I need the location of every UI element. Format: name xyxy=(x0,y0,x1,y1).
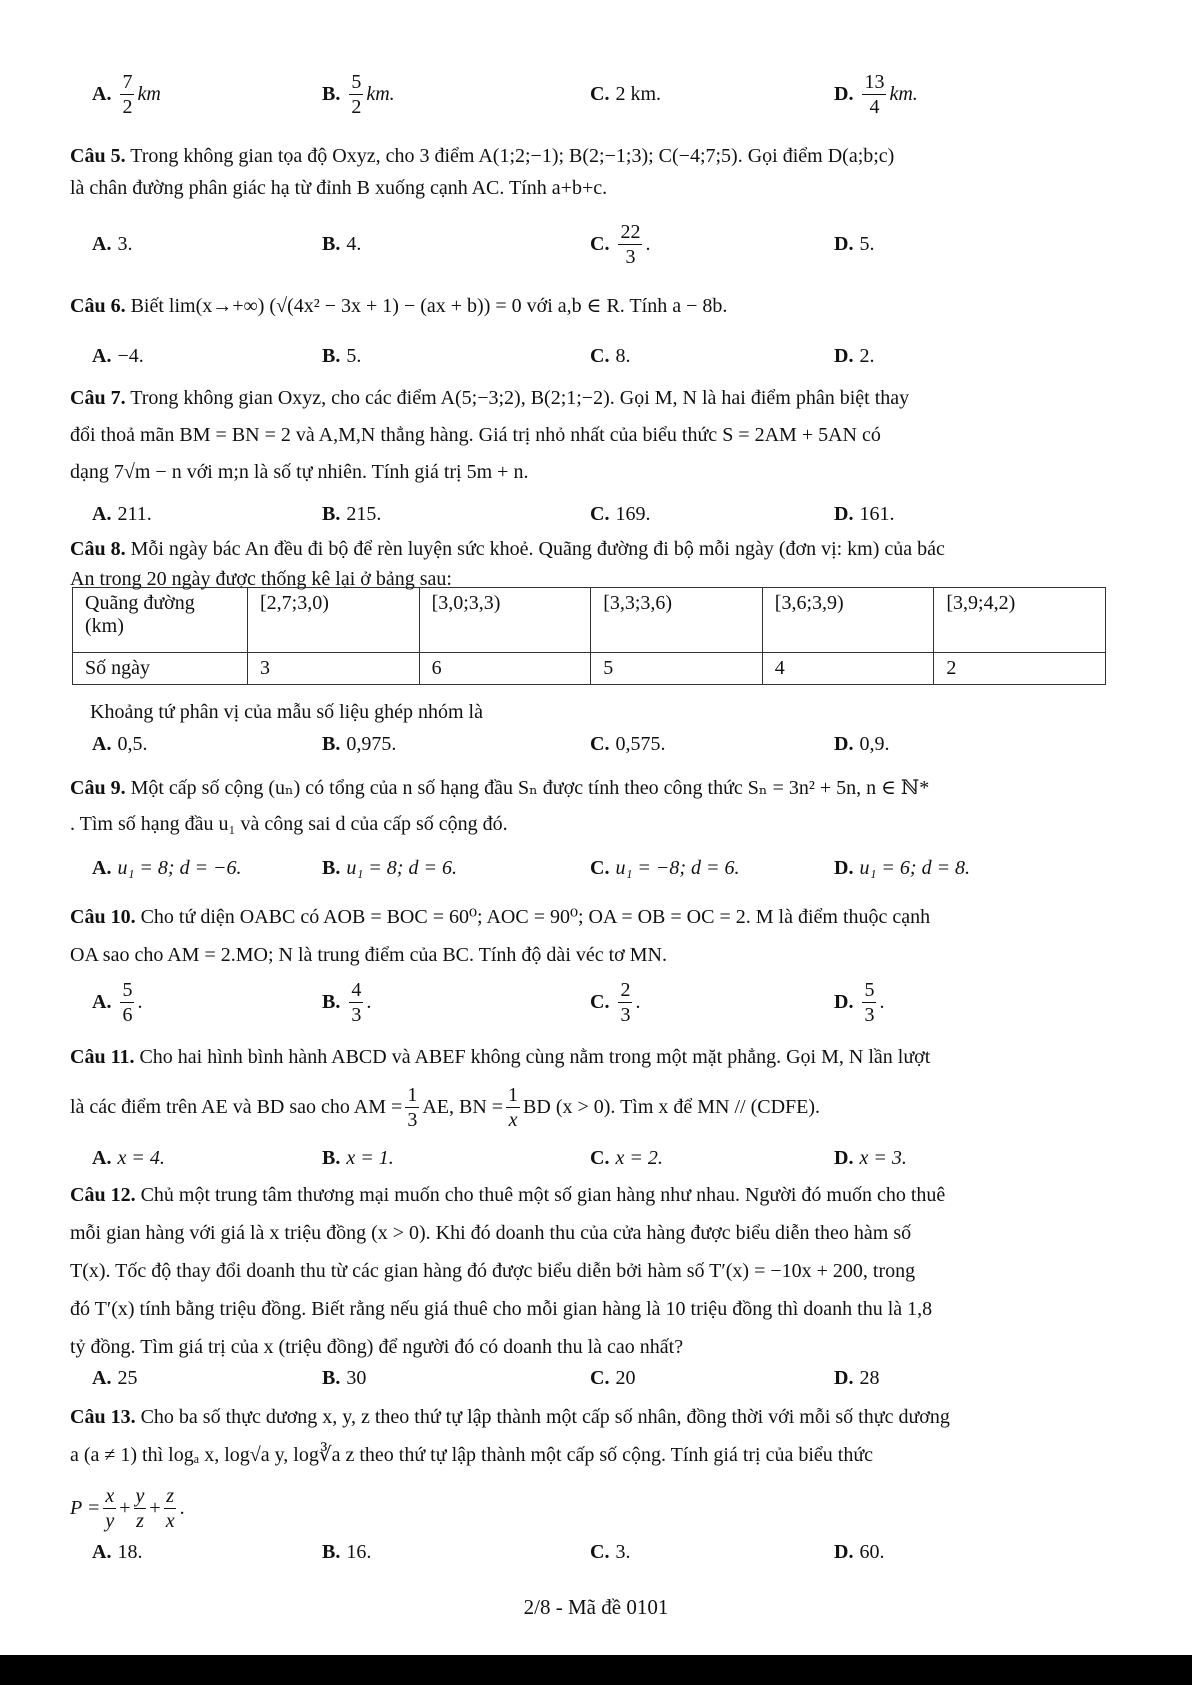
q8-options xyxy=(92,722,1132,766)
question-7: Câu 7. Trong không gian Oxyz, cho các điểm A(5;−3;2), B(2;1;−2). Gọi M, N là hai điểm phân biệt thay đổi thoả mãn BM = BN = 2 và A,M,N thẳng hàng. Giá trị nhỏ nhất của biểu thức S = 2AM + 5AN có dạng 7√m − n với m;n là số tự nhiên. Tính giá trị 5m + n. xyxy=(70,387,910,483)
q6-option-c[interactable]: C. 8. xyxy=(590,344,631,367)
question-8: Câu 8. Mỗi ngày bác An đều đi bộ để rèn luyện sức khoẻ. Quãng đường đi bộ mỗi ngày (đơn vị: km) của bác An trong 20 ngày được thống kê lại ở bảng sau: xyxy=(70,538,945,590)
q12-options xyxy=(92,1356,1132,1400)
q12-option-c[interactable]: C. 20 xyxy=(590,1366,636,1389)
q5-option-c[interactable]: C. $\frac{22}{3}$ . xyxy=(590,220,651,268)
q10-option-a[interactable]: A. $\frac{5}{6}$ . xyxy=(92,978,143,1026)
q13-options xyxy=(92,1530,1132,1574)
q6-option-a[interactable]: A. −4. xyxy=(92,344,144,367)
q6-option-d[interactable]: D. 2. xyxy=(834,344,875,367)
q13-option-a[interactable]: A. 18. xyxy=(92,1540,143,1563)
q4-option-b[interactable]: B. $\frac{5}{2}$ km. xyxy=(322,70,395,118)
q11-option-c[interactable]: C. x = 2. xyxy=(590,1146,663,1169)
q4-option-c[interactable]: C. 2 km. xyxy=(590,82,662,105)
q7-option-a[interactable]: A. 211. xyxy=(92,502,152,525)
q8-question: Khoảng tứ phân vị của mẫu số liệu ghép nhóm là xyxy=(90,701,483,723)
q11-options xyxy=(92,1136,1132,1180)
q10-option-b[interactable]: B. $\frac{4}{3}$ . xyxy=(322,978,372,1026)
q12-option-a[interactable]: A. 25 xyxy=(92,1366,138,1389)
fraction: $\frac{5}{3}$ xyxy=(864,978,875,1026)
q7-option-b[interactable]: B. 215. xyxy=(322,502,382,525)
q9-options xyxy=(92,846,1132,890)
q8-option-d[interactable]: D. 0,9. xyxy=(834,732,890,755)
q4-option-d[interactable]: D. $\frac{13}{4}$ km. xyxy=(834,70,918,118)
question-13-formula: P = $\frac{x}{y}$ + $\frac{y}{z}$ + $\frac{z}{x}$ . xyxy=(70,1484,185,1532)
q5-options xyxy=(92,222,1132,266)
q11-option-d[interactable]: D. x = 3. xyxy=(834,1146,907,1169)
question-6: Câu 6. Biết lim(x→+∞) (√(4x² − 3x + 1) − (ax + b)) = 0 với a,b ∈ R. Tính a − 8b. xyxy=(70,295,728,317)
q13-option-c[interactable]: C. 3. xyxy=(590,1540,631,1563)
question-10: Câu 10. Cho tứ diện OABC có AOB = BOC = 60⁰; AOC = 90⁰; OA = OB = OC = 2. M là điểm thuộc cạnh OA sao cho AM = 2.MO; N là trung điểm của BC. Tính độ dài véc tơ MN. xyxy=(70,906,931,966)
q12-option-d[interactable]: D. 28 xyxy=(834,1366,880,1389)
fraction: $\frac{x}{y}$ xyxy=(105,1484,115,1532)
page-footer: 2/8 - Mã đề 0101 xyxy=(523,1595,669,1619)
fraction: $\frac{13}{4}$ xyxy=(864,70,885,118)
q8-data-table xyxy=(72,587,1106,685)
fraction: $\frac{5}{6}$ xyxy=(122,978,133,1026)
question-11-line2: là các điểm trên AE và BD sao cho AM = $\frac{1}{3}$ AE, BN = $\frac{1}{x}$ BD (x > 0). Tìm x để MN // (CDFE). xyxy=(70,1083,821,1131)
scan-bottom-edge xyxy=(0,1655,1192,1685)
question-12: Câu 12. Chủ một trung tâm thương mại muốn cho thuê một số gian hàng như nhau. Người đó muốn cho thuê mỗi gian hàng với giá là x triệu đồng (x > 0). Khi đó doanh thu của cửa hàng được biểu diễn theo hàm số T(x). Tốc độ thay đổi doanh thu từ các gian hàng đó được biểu diễn bởi hàm số T′(x) = −10x + 200, trong đó T′(x) tính bằng triệu đồng. Biết rằng nếu giá thuê cho mỗi gian hàng là 10 triệu đồng thì doanh thu là 1,8 tỷ đồng. Tìm giá trị của x (triệu đồng) để người đó có doanh thu là cao nhất? xyxy=(70,1184,946,1358)
fraction: $\frac{5}{2}$ xyxy=(351,70,362,118)
table-row: Số ngày 3 6 5 4 2 xyxy=(73,653,1106,685)
fraction: $\frac{1}{3}$ xyxy=(407,1083,418,1131)
q13-option-b[interactable]: B. 16. xyxy=(322,1540,372,1563)
fraction: $\frac{2}{3}$ xyxy=(620,978,631,1026)
q10-option-c[interactable]: C. $\frac{2}{3}$ . xyxy=(590,978,641,1026)
question-13: Câu 13. Cho ba số thực dương x, y, z theo thứ tự lập thành một cấp số nhân, đồng thời với mỗi số thực dương a (a ≠ 1) thì logₐ x, log√a y, log∛a z theo thứ tự lập thành một cấp số cộng. Tính giá trị của biểu thức xyxy=(70,1406,950,1466)
q13-option-d[interactable]: D. 60. xyxy=(834,1540,885,1563)
q7-options xyxy=(92,492,1132,536)
q10-options xyxy=(92,980,1132,1024)
fraction: $\frac{22}{3}$ xyxy=(620,220,641,268)
q9-option-c[interactable]: C. u₁ = −8; d = 6. xyxy=(590,856,740,879)
q9-option-a[interactable]: A. u₁ = 8; d = −6. xyxy=(92,856,242,879)
fraction: $\frac{7}{2}$ xyxy=(122,70,133,118)
question-11: Câu 11. Cho hai hình bình hành ABCD và ABEF không cùng nằm trong một mặt phẳng. Gọi M, N lần lượt xyxy=(70,1046,931,1068)
q12-option-b[interactable]: B. 30 xyxy=(322,1366,367,1389)
fraction: $\frac{1}{x}$ xyxy=(508,1083,519,1131)
q4-options xyxy=(92,72,1132,116)
q8-option-a[interactable]: A. 0,5. xyxy=(92,732,148,755)
q4-option-a[interactable]: A. $\frac{7}{2}$ km xyxy=(92,70,161,118)
q7-option-c[interactable]: C. 169. xyxy=(590,502,651,525)
q6-option-b[interactable]: B. 5. xyxy=(322,344,362,367)
q8-option-c[interactable]: C. 0,575. xyxy=(590,732,666,755)
q8-option-b[interactable]: B. 0,975. xyxy=(322,732,397,755)
q11-option-b[interactable]: B. x = 1. xyxy=(322,1146,394,1169)
table-row: Quãng đường (km) [2,7;3,0) [3,0;3,3) [3,3;3,6) [3,6;3,9) [3,9;4,2) xyxy=(73,588,1106,653)
q9-option-d[interactable]: D. u₁ = 6; d = 8. xyxy=(834,856,971,879)
fraction: $\frac{y}{z}$ xyxy=(135,1484,145,1532)
fraction: $\frac{z}{x}$ xyxy=(165,1484,175,1532)
question-9: Câu 9. Một cấp số cộng (uₙ) có tổng của n số hạng đầu Sₙ được tính theo công thức Sₙ = 3n² + 5n, n ∈ ℕ* . Tìm số hạng đầu u₁ và công sai d của cấp số cộng đó. xyxy=(70,777,930,835)
q9-option-b[interactable]: B. u₁ = 8; d = 6. xyxy=(322,856,457,879)
fraction: $\frac{4}{3}$ xyxy=(351,978,362,1026)
q5-option-a[interactable]: A. 3. xyxy=(92,232,133,255)
question-5: Câu 5. Trong không gian tọa độ Oxyz, cho 3 điểm A(1;2;−1); B(2;−1;3); C(−4;7;5). Gọi điểm D(a;b;c) là chân đường phân giác hạ từ đỉnh B xuống cạnh AC. Tính a+b+c. xyxy=(70,145,895,199)
q6-options xyxy=(92,334,1132,378)
q7-option-d[interactable]: D. 161. xyxy=(834,502,895,525)
q10-option-d[interactable]: D. $\frac{5}{3}$ . xyxy=(834,978,885,1026)
q11-option-a[interactable]: A. x = 4. xyxy=(92,1146,165,1169)
q5-option-d[interactable]: D. 5. xyxy=(834,232,875,255)
q5-option-b[interactable]: B. 4. xyxy=(322,232,362,255)
